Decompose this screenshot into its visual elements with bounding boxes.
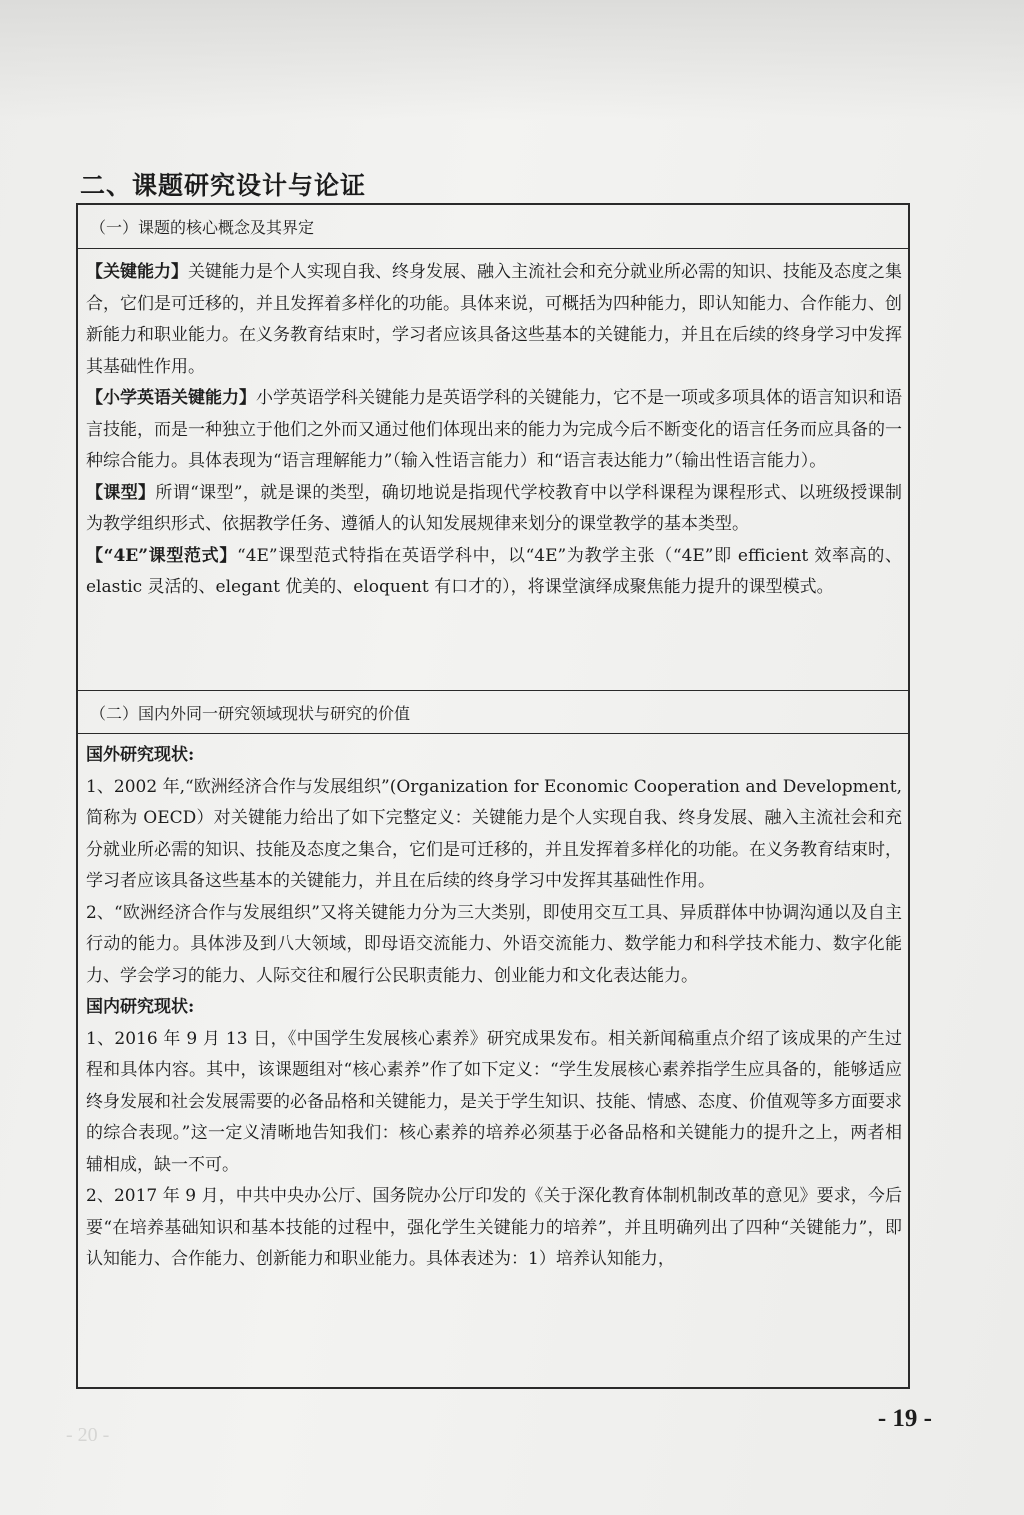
ghost-page-number: - 20 - bbox=[66, 1424, 110, 1446]
domestic-title bbox=[86, 992, 902, 1024]
part2-body bbox=[86, 740, 902, 1276]
fold-shadow bbox=[0, 0, 1024, 120]
section-title: 二、课题研究设计与论证 bbox=[80, 171, 367, 200]
definition-term: 【关键能力】 bbox=[86, 262, 188, 282]
foreign-item: 1、2002 年,“欧洲经济合作与发展组织”(Organization for Economic Cooperation and Development, 简称为 OECD）对关键能力给出了如下完整定义：关键能力是个人实现自我、终身发展、融入主流社会和充分就业所必需的知识、技能及态度之集合，它们是可迁移的，并且发挥着多样化的功能。在义务教育结束时，学习者应该具备这些基本的关键能力，并且在后续的终身学习中发挥其基础性作用。 bbox=[86, 776, 902, 891]
definition-term: 【“4E”课型范式】 bbox=[86, 545, 238, 566]
definition-item bbox=[86, 383, 902, 478]
domestic-title-text: 国内研究现状: bbox=[86, 997, 195, 1017]
definition-text: “4E”课型范式特指在英语学科中，以“4E”为教学主张（“4E”即 efficient 效率高的、elastic 灵活的、elegant 优美的、eloquent 有口才的），将课堂演绎成聚焦能力提升的课型模式。 bbox=[86, 545, 902, 597]
part2-heading: （二）国内外同一研究领域现状与研究的价值 bbox=[78, 690, 908, 734]
definition-term: 【课型】 bbox=[86, 482, 156, 503]
foreign-title-text: 国外研究现状: bbox=[86, 745, 195, 765]
definition-text: 所谓“课型”，就是课的类型，确切地说是指现代学校教育中以学科课程为课程形式、以班级授课制为教学组织形式、依据教学任务、遵循人的认知发展规律来划分的课堂教学的基本类型。 bbox=[86, 482, 902, 534]
page-number: - 19 - bbox=[877, 1405, 932, 1432]
definition-item bbox=[86, 257, 902, 383]
part1-heading: （一）课题的核心概念及其界定 bbox=[78, 205, 908, 249]
content-table bbox=[76, 203, 910, 1389]
definition-text: 小学英语学科关键能力是英语学科的关键能力，它不是一项或多项具体的语言知识和语言技能，而是一种独立于他们之外而又通过他们体现出来的能力为完成今后不断变化的语言任务而应具备的一种综合能力。具体表现为“语言理解能力”（输入性语言能力）和“语言表达能力”（输出性语言能力）。 bbox=[86, 388, 902, 471]
foreign-item: 2、“欧洲经济合作与发展组织”又将关键能力分为三大类别，即使用交互工具、异质群体中协调沟通以及自主行动的能力。具体涉及到八大领域，即母语交流能力、外语交流能力、数学能力和科学技术能力、数字化能力、学会学习的能力、人际交往和履行公民职责能力、创业能力和文化表达能力。 bbox=[86, 902, 902, 986]
definition-text: 关键能力是个人实现自我、终身发展、融入主流社会和充分就业所必需的知识、技能及态度之集合，它们是可迁移的，并且发挥着多样化的功能。具体来说，可概括为四种能力，即认知能力、合作能力、创新能力和职业能力。在义务教育结束时，学习者应该具备这些基本的关键能力，并且在后续的终身学习中发挥其基础性作用。 bbox=[86, 262, 902, 377]
definition-item bbox=[86, 478, 902, 541]
domestic-item: 1、2016 年 9 月 13 日，《中国学生发展核心素养》研究成果发布。相关新闻稿重点介绍了该成果的产生过程和具体内容。其中，该课题组对“核心素养”作了如下定义：“学生发展核心素养指学生应具备的，能够适应终身发展和社会发展需要的必备品格和关键能力，是关于学生知识、技能、情感、态度、价值观等多方面要求的综合表现。”这一定义清晰地告知我们：核心素养的培养必须基于必备品格和关键能力的提升之上，两者相辅相成，缺一不可。 bbox=[86, 1028, 902, 1175]
part1-body bbox=[86, 257, 902, 604]
definition-item bbox=[86, 541, 902, 604]
domestic-item: 2、2017 年 9 月，中共中央办公厅、国务院办公厅印发的《关于深化教育体制机制改革的意见》要求，今后要“在培养基础知识和基本技能的过程中，强化学生关键能力的培养”，并且明确列出了四种“关键能力”，即认知能力、合作能力、创新能力和职业能力。具体表述为：1）培养认知能力， bbox=[86, 1186, 902, 1269]
foreign-title bbox=[86, 740, 902, 772]
definition-term: 【小学英语关键能力】 bbox=[86, 388, 256, 408]
